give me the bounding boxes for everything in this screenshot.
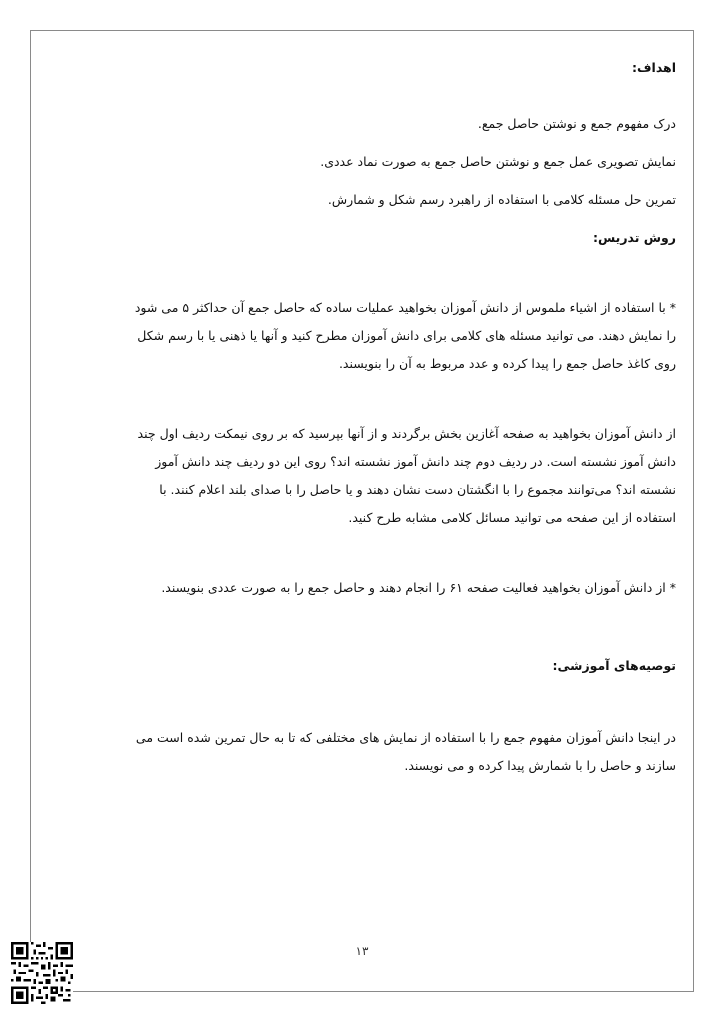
- paragraph-line: در اینجا دانش آموزان مفهوم جمع را با استفاده از نمایش های مختلفی که تا به حال تمرین شده است می: [135, 730, 676, 745]
- goals-heading: اهداف:: [632, 60, 676, 75]
- paragraph-line: * با استفاده از اشیاء ملموس از دانش آموزان بخواهید عملیات ساده که حاصل جمع آن حداکثر ۵ می شود: [134, 300, 676, 315]
- paragraph-line: نشسته اند؟ می‌توانند مجموع را با انگشتان دست نشان دهند و یا حاصل را با صدای بلند اعلام کنند. با: [159, 482, 676, 497]
- document-body: [48, 54, 676, 780]
- goal-item-1: درک مفهوم جمع و نوشتن حاصل جمع.: [477, 116, 676, 131]
- qr-code-icon: [11, 942, 73, 1004]
- paragraph-line: روی کاغذ حاصل جمع را پیدا کرده و عدد مربوط به آن را بنویسند.: [338, 356, 676, 371]
- method-paragraph-3: * از دانش آموزان بخواهید فعالیت صفحه ۶۱ را انجام دهند و حاصل جمع را به صورت عددی بنویسند.: [161, 580, 676, 595]
- goal-item-2: نمایش تصویری عمل جمع و نوشتن حاصل جمع به صورت نماد عددی.: [320, 154, 676, 169]
- paragraph-line: دانش آموز نشسته است. در ردیف دوم چند دانش آموز نشسته اند؟ روی این دو ردیف چند دانش آموز: [155, 454, 676, 469]
- recommendations-paragraph: [48, 724, 676, 780]
- page-number: ۱۳: [355, 944, 369, 958]
- paragraph-line: استفاده از این صفحه می توانید مسائل کلامی مشابه طرح کنید.: [348, 510, 676, 525]
- paragraph-line: سازند و حاصل را با شمارش پیدا کرده و می نویسند.: [404, 758, 676, 773]
- method-heading: روش تدریس:: [592, 230, 676, 245]
- paragraph-line: را نمایش دهند. می توانید مسئله های کلامی برای دانش آموزان مطرح کنید و آنها یا ذهنی یا با رسم شکل: [137, 328, 676, 343]
- recommendations-heading: توصیه‌های آموزشی:: [552, 658, 676, 673]
- method-paragraph-1: [48, 294, 676, 378]
- goal-item-3: تمرین حل مسئله کلامی با استفاده از راهبرد رسم شکل و شمارش.: [327, 192, 676, 207]
- paragraph-line: از دانش آموزان بخواهید به صفحه آغازین بخش برگردند و از آنها بپرسید که بر روی نیمکت ردیف اول چند: [137, 426, 676, 441]
- method-paragraph-2: [48, 420, 676, 532]
